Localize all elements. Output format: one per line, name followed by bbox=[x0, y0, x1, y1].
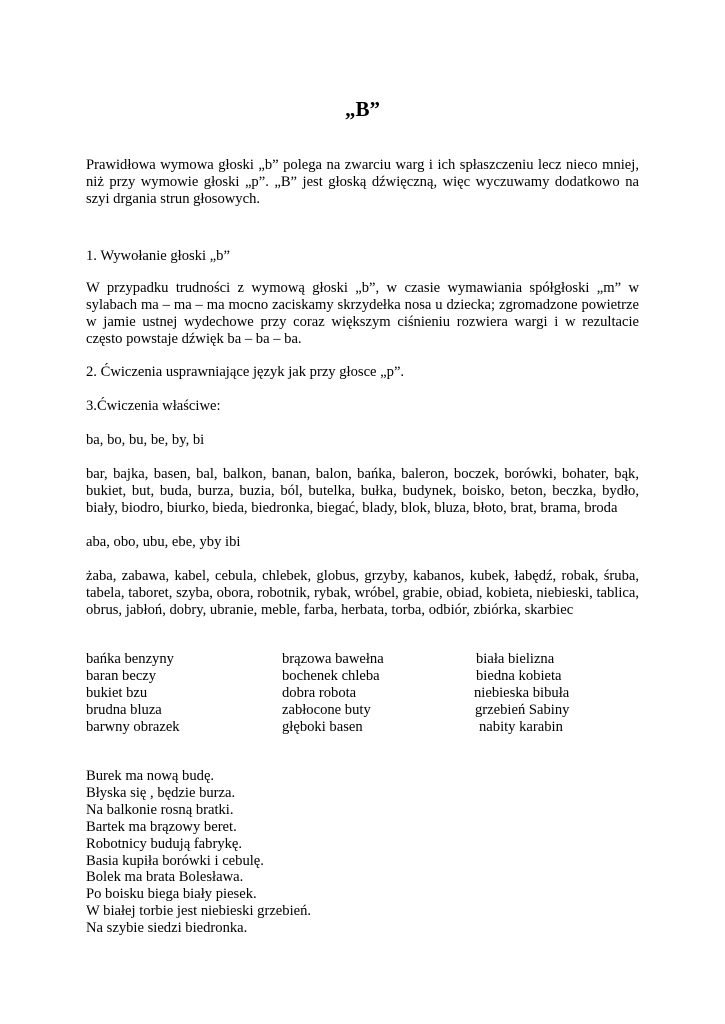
section-1-heading: 1. Wywołanie głoski „b” bbox=[86, 248, 230, 264]
phrase-cell: bochenek chleba bbox=[282, 668, 380, 684]
sentence: Błyska się , będzie burza. bbox=[86, 784, 236, 801]
phrase-row bbox=[86, 702, 646, 719]
sentence: W białej torbie jest niebieski grzebień. bbox=[86, 903, 312, 920]
phrase-table bbox=[86, 651, 646, 736]
sentence: Na balkonie rosną bratki. bbox=[86, 801, 234, 818]
phrase-cell: biała bielizna bbox=[476, 651, 555, 667]
sentence-list bbox=[86, 768, 311, 937]
phrase-cell: nabity karabin bbox=[479, 719, 563, 735]
phrase-cell: głęboki basen bbox=[282, 719, 363, 735]
phrase-cell: biedna kobieta bbox=[476, 668, 562, 684]
sentence: Basia kupiła borówki i cebulę. bbox=[86, 852, 264, 869]
phrase-cell: baran beczy bbox=[86, 668, 157, 684]
sentence: Burek ma nową budę. bbox=[86, 768, 215, 784]
phrase-cell: brązowa bawełna bbox=[282, 651, 384, 667]
sentence: Na szybie siedzi biedronka. bbox=[86, 920, 248, 937]
phrase-row bbox=[86, 685, 646, 702]
phrase-row bbox=[86, 651, 646, 668]
sentence: Po boisku biega biały piesek. bbox=[86, 886, 257, 903]
words-medial: żaba, zabawa, kabel, cebula, chlebek, globus, grzyby, kabanos, kubek, łabędź, robak, śruba, tabela, taboret, szyba, obora, robotnik, rybak, wróbel, grabie, obiad, kobieta, niebieski, tablica, obrus, jabłoń, dobry, ubranie, meble, farba, herbata, torba, odbiór, zbiórka, skarbiec bbox=[86, 568, 639, 618]
section-3-heading: 3.Ćwiczenia właściwe: bbox=[86, 398, 221, 414]
phrase-cell: zabłocone buty bbox=[282, 702, 371, 718]
syllables-medial: aba, obo, ubu, ebe, yby ibi bbox=[86, 534, 241, 550]
section-1-text: W przypadku trudności z wymową głoski „b”, w czasie wymawiania spółgłoski „m” w sylabach ma – ma – ma mocno zaciskamy skrzydełka nosa u dziecka; zgromadzone powietrze w jamie ustnej wydechowe przy coraz większym ciśnieniu rozwiera wargi i w rezultacie często powstaje dźwięk ba – ba – ba. bbox=[86, 280, 639, 347]
sentence: Bartek ma brązowy beret. bbox=[86, 818, 237, 835]
phrase-cell: dobra robota bbox=[282, 685, 357, 701]
phrase-cell: bukiet bzu bbox=[86, 685, 148, 701]
words-initial: bar, bajka, basen, bal, balkon, banan, balon, bańka, baleron, boczek, borówki, bohater, bąk, bukiet, but, buda, burza, buzia, ból, butelka, bułka, budynek, boisko, beton, beczka, bydło, biały, biodro, biurko, bieda, biedronka, biegać, blady, blok, bluza, błoto, brat, brama, broda bbox=[86, 466, 639, 516]
phrase-cell: niebieska bibuła bbox=[474, 685, 570, 701]
syllables-initial: ba, bo, bu, be, by, bi bbox=[86, 432, 205, 448]
sentence: Bolek ma brata Bolesława. bbox=[86, 869, 244, 886]
sentence: Robotnicy budują fabrykę. bbox=[86, 835, 243, 852]
phrase-row bbox=[86, 668, 646, 685]
phrase-row bbox=[86, 719, 646, 736]
phrase-cell: barwny obrazek bbox=[86, 719, 180, 735]
phrase-cell: brudna bluza bbox=[86, 702, 162, 718]
phrase-cell: grzebień Sabiny bbox=[475, 702, 570, 718]
page-title: „B” bbox=[344, 97, 380, 121]
phrase-cell: bańka benzyny bbox=[86, 651, 174, 667]
section-2-heading: 2. Ćwiczenia usprawniające język jak przy głosce „p”. bbox=[86, 364, 405, 380]
intro-paragraph: Prawidłowa wymowa głoski „b” polega na zwarciu warg i ich spłaszczeniu lecz nieco mniej, niż przy wymowie głoski „p”. „B” jest głoską dźwięczną, więc wyczuwamy dodatkowo na szyi drgania strun głosowych. bbox=[86, 157, 639, 207]
